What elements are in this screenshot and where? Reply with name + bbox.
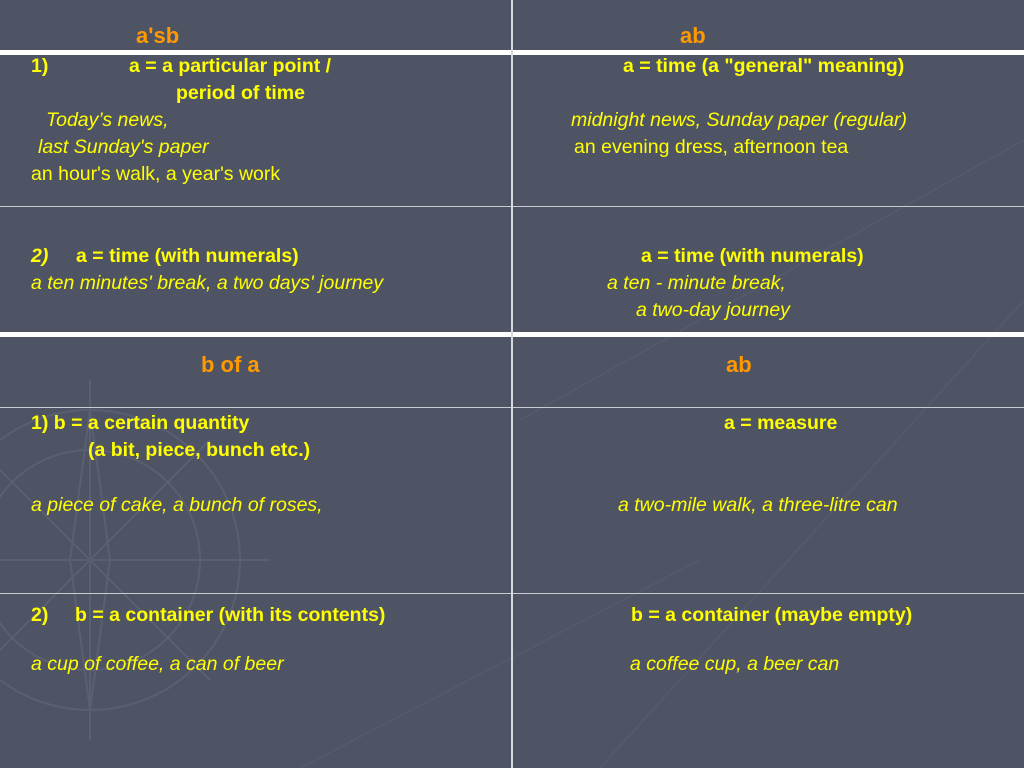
column-divider: [511, 0, 513, 768]
table1-row2-right-example2: a two-day journey: [636, 299, 790, 321]
table2-row1-right-rule: a = measure: [724, 412, 838, 434]
table2-row2-right-example1: a coffee cup, a beer can: [630, 653, 840, 675]
table1-row1-right-rule: a = time (a "general" meaning): [623, 55, 905, 77]
table1-row1-left-example2: last Sunday's paper: [38, 136, 209, 158]
table2-row2-left-rule: b = a container (with its contents): [75, 604, 386, 626]
table1-header-left: a'sb: [136, 23, 180, 48]
table1-row2-right-example1: a ten - minute break,: [607, 272, 786, 294]
table1-row1-right-example2: an evening dress, afternoon tea: [574, 136, 849, 158]
table2-header-left: b of a: [201, 352, 260, 377]
table2-row2-left-marker: 2): [31, 604, 49, 626]
table2-row1-left-rule-line1: 1) b = a certain quantity: [31, 412, 250, 434]
table1-row1-left-rule-line2: period of time: [176, 82, 305, 104]
table2-row2-left-example1: a cup of coffee, a can of beer: [31, 653, 284, 675]
table1-row2-left-marker: 2): [31, 245, 49, 267]
table1-row1-left-marker: 1): [31, 55, 49, 77]
table2-header-right: ab: [726, 352, 752, 377]
table1-row1-left-example1: Today’s news,: [46, 109, 169, 131]
table2-row2-right-rule: b = a container (maybe empty): [631, 604, 913, 626]
table1-row2-left-example1: a ten minutes' break, a two days' journey: [31, 272, 384, 294]
table1-row2-left-rule: a = time (with numerals): [76, 245, 299, 267]
table2-row1-right-example1: a two-mile walk, a three-litre can: [618, 494, 898, 516]
table1-row1-left-rule-line1: a = a particular point /: [129, 55, 332, 77]
table1-header-right: ab: [680, 23, 706, 48]
table1-row2-right-rule: a = time (with numerals): [641, 245, 864, 267]
table1-row1-right-example1: midnight news, Sunday paper (regular): [571, 109, 908, 131]
table2-row1-left-rule-line2: (a bit, piece, bunch etc.): [88, 439, 311, 461]
table1-row1-left-example3: an hour's walk, a year's work: [31, 163, 281, 185]
table2-row1-left-example1: a piece of cake, a bunch of roses,: [31, 494, 323, 516]
